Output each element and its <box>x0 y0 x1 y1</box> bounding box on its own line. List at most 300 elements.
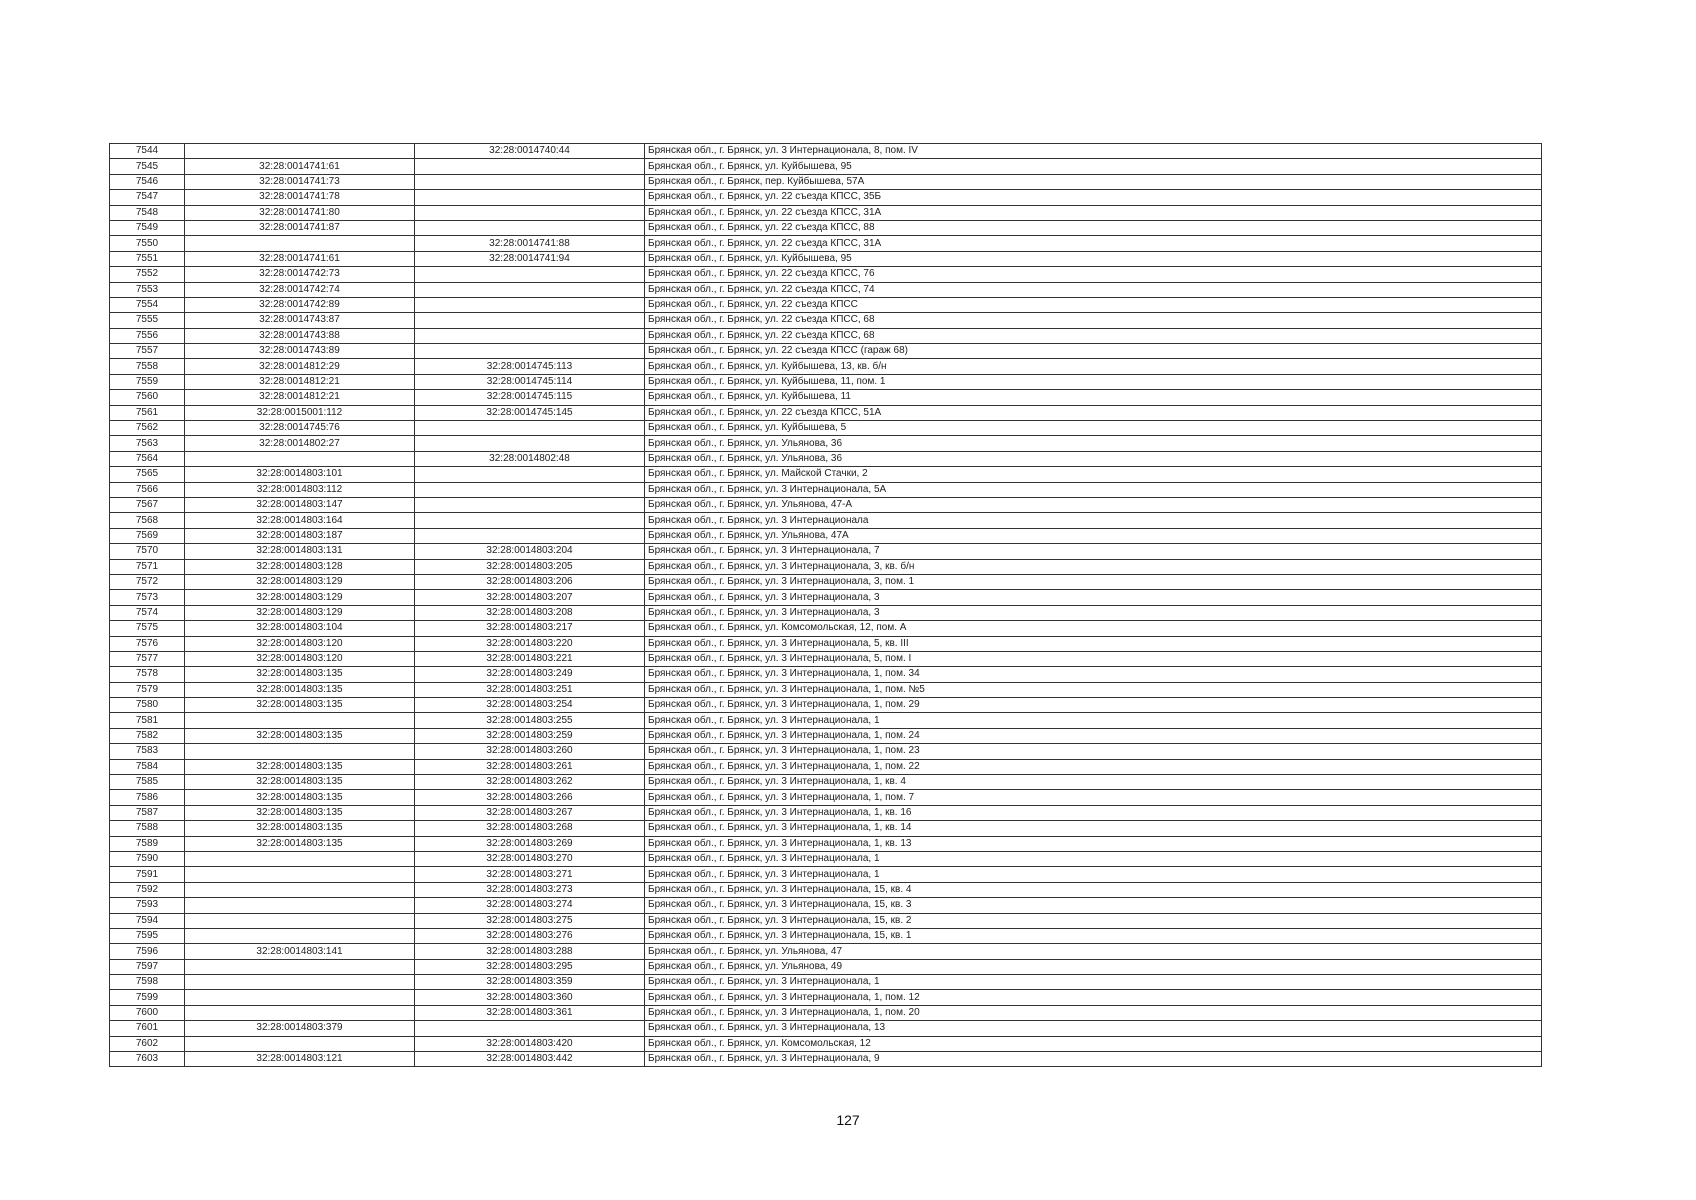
row-number-cell: 7564 <box>110 451 185 466</box>
object-cadastral-number-cell <box>415 313 645 328</box>
row-number-cell: 7595 <box>110 928 185 943</box>
address-cell: Брянская обл., г. Брянск, ул. Куйбышева, 11, пом. 1 <box>645 374 1542 389</box>
cadastral-number-cell <box>185 851 415 866</box>
row-number-cell: 7574 <box>110 605 185 620</box>
object-cadastral-number-cell: 32:28:0014803:262 <box>415 775 645 790</box>
cadastral-number-cell: 32:28:0014803:120 <box>185 651 415 666</box>
table-row <box>110 220 1542 235</box>
object-cadastral-number-cell: 32:28:0014741:88 <box>415 236 645 251</box>
address-cell: Брянская обл., г. Брянск, ул. 22 съезда КПСС, 31А <box>645 205 1542 220</box>
table-row <box>110 928 1542 943</box>
table-row <box>110 559 1542 574</box>
address-cell: Брянская обл., г. Брянск, ул. 3 Интернационала, 1, пом. 22 <box>645 759 1542 774</box>
address-cell: Брянская обл., г. Брянск, ул. 3 Интернационала, 5, пом. I <box>645 651 1542 666</box>
cadastral-number-cell: 32:28:0014803:135 <box>185 667 415 682</box>
address-cell: Брянская обл., г. Брянск, ул. Ульянова, 47 <box>645 944 1542 959</box>
cadastral-number-cell: 32:28:0014803:131 <box>185 544 415 559</box>
object-cadastral-number-cell: 32:28:0014803:204 <box>415 544 645 559</box>
cadastral-number-cell: 32:28:0014803:104 <box>185 621 415 636</box>
object-cadastral-number-cell: 32:28:0014803:208 <box>415 605 645 620</box>
cadastral-number-cell <box>185 913 415 928</box>
table-row <box>110 698 1542 713</box>
cadastral-number-cell: 32:28:0015001:112 <box>185 405 415 420</box>
row-number-cell: 7592 <box>110 882 185 897</box>
object-cadastral-number-cell: 32:28:0014803:260 <box>415 744 645 759</box>
table-row <box>110 421 1542 436</box>
table-row <box>110 297 1542 312</box>
cadastral-number-cell: 32:28:0014741:61 <box>185 251 415 266</box>
address-cell: Брянская обл., г. Брянск, ул. Куйбышева, 95 <box>645 251 1542 266</box>
address-cell: Брянская обл., г. Брянск, ул. Куйбышева, 11 <box>645 390 1542 405</box>
row-number-cell: 7568 <box>110 513 185 528</box>
row-number-cell: 7573 <box>110 590 185 605</box>
table-row <box>110 374 1542 389</box>
object-cadastral-number-cell: 32:28:0014803:442 <box>415 1052 645 1067</box>
row-number-cell: 7575 <box>110 621 185 636</box>
cadastral-number-cell <box>185 713 415 728</box>
object-cadastral-number-cell: 32:28:0014803:254 <box>415 698 645 713</box>
cadastral-number-cell <box>185 882 415 897</box>
cadastral-number-cell: 32:28:0014803:147 <box>185 497 415 512</box>
cadastral-number-cell: 32:28:0014743:88 <box>185 328 415 343</box>
address-cell: Брянская обл., г. Брянск, ул. Куйбышева, 95 <box>645 159 1542 174</box>
cadastral-number-cell: 32:28:0014803:135 <box>185 682 415 697</box>
cadastral-number-cell: 32:28:0014803:101 <box>185 467 415 482</box>
address-cell: Брянская обл., г. Брянск, ул. 3 Интернационала, 1, пом. 20 <box>645 1005 1542 1020</box>
registry-table-body <box>110 144 1542 1067</box>
row-number-cell: 7569 <box>110 528 185 543</box>
object-cadastral-number-cell: 32:28:0014803:271 <box>415 867 645 882</box>
table-row <box>110 805 1542 820</box>
row-number-cell: 7556 <box>110 328 185 343</box>
address-cell: Брянская обл., г. Брянск, ул. 3 Интернационала, 1 <box>645 867 1542 882</box>
table-row <box>110 544 1542 559</box>
object-cadastral-number-cell <box>415 482 645 497</box>
table-row <box>110 1005 1542 1020</box>
row-number-cell: 7583 <box>110 744 185 759</box>
cadastral-number-cell <box>185 959 415 974</box>
address-cell: Брянская обл., г. Брянск, ул. 22 съезда КПСС, 51А <box>645 405 1542 420</box>
cadastral-number-cell: 32:28:0014743:89 <box>185 344 415 359</box>
object-cadastral-number-cell <box>415 467 645 482</box>
cadastral-number-cell: 32:28:0014803:120 <box>185 636 415 651</box>
address-cell: Брянская обл., г. Брянск, ул. 3 Интернационала, 3, пом. 1 <box>645 574 1542 589</box>
address-cell: Брянская обл., г. Брянск, ул. 3 Интернационала, 3 <box>645 605 1542 620</box>
address-cell: Брянская обл., г. Брянск, ул. Комсомольская, 12, пом. А <box>645 621 1542 636</box>
object-cadastral-number-cell: 32:28:0014803:295 <box>415 959 645 974</box>
address-cell: Брянская обл., г. Брянск, ул. 22 съезда КПСС, 68 <box>645 313 1542 328</box>
registry-table <box>109 143 1542 1067</box>
cadastral-number-cell <box>185 990 415 1005</box>
table-row <box>110 990 1542 1005</box>
table-row <box>110 605 1542 620</box>
table-row <box>110 451 1542 466</box>
row-number-cell: 7560 <box>110 390 185 405</box>
row-number-cell: 7603 <box>110 1052 185 1067</box>
cadastral-number-cell: 32:28:0014803:135 <box>185 821 415 836</box>
table-row <box>110 621 1542 636</box>
object-cadastral-number-cell: 32:28:0014745:113 <box>415 359 645 374</box>
row-number-cell: 7593 <box>110 898 185 913</box>
table-row <box>110 590 1542 605</box>
row-number-cell: 7559 <box>110 374 185 389</box>
cadastral-number-cell: 32:28:0014803:129 <box>185 590 415 605</box>
table-row <box>110 190 1542 205</box>
page-number: 127 <box>836 1112 860 1128</box>
table-row <box>110 574 1542 589</box>
row-number-cell: 7553 <box>110 282 185 297</box>
object-cadastral-number-cell: 32:28:0014803:259 <box>415 728 645 743</box>
cadastral-number-cell: 32:28:0014743:87 <box>185 313 415 328</box>
address-cell: Брянская обл., г. Брянск, ул. 22 съезда КПСС, 74 <box>645 282 1542 297</box>
address-cell: Брянская обл., г. Брянск, ул. 3 Интернационала, 1, кв. 13 <box>645 836 1542 851</box>
cadastral-number-cell: 32:28:0014741:73 <box>185 174 415 189</box>
table-row <box>110 236 1542 251</box>
object-cadastral-number-cell <box>415 513 645 528</box>
table-row <box>110 636 1542 651</box>
cadastral-number-cell <box>185 744 415 759</box>
row-number-cell: 7578 <box>110 667 185 682</box>
row-number-cell: 7579 <box>110 682 185 697</box>
address-cell: Брянская обл., г. Брянск, ул. 3 Интернационала, 15, кв. 4 <box>645 882 1542 897</box>
object-cadastral-number-cell <box>415 190 645 205</box>
object-cadastral-number-cell <box>415 497 645 512</box>
address-cell: Брянская обл., г. Брянск, ул. Ульянова, 47А <box>645 528 1542 543</box>
address-cell: Брянская обл., г. Брянск, ул. 3 Интернационала, 7 <box>645 544 1542 559</box>
cadastral-number-cell <box>185 867 415 882</box>
address-cell: Брянская обл., г. Брянск, ул. 3 Интернационала, 1, пом. 23 <box>645 744 1542 759</box>
object-cadastral-number-cell: 32:28:0014803:274 <box>415 898 645 913</box>
row-number-cell: 7594 <box>110 913 185 928</box>
table-row <box>110 667 1542 682</box>
row-number-cell: 7548 <box>110 205 185 220</box>
object-cadastral-number-cell <box>415 344 645 359</box>
object-cadastral-number-cell <box>415 174 645 189</box>
row-number-cell: 7598 <box>110 975 185 990</box>
row-number-cell: 7601 <box>110 1021 185 1036</box>
table-row <box>110 359 1542 374</box>
object-cadastral-number-cell <box>415 528 645 543</box>
table-row <box>110 513 1542 528</box>
table-row <box>110 282 1542 297</box>
object-cadastral-number-cell: 32:28:0014803:288 <box>415 944 645 959</box>
row-number-cell: 7576 <box>110 636 185 651</box>
table-row <box>110 759 1542 774</box>
row-number-cell: 7545 <box>110 159 185 174</box>
cadastral-number-cell: 32:28:0014741:78 <box>185 190 415 205</box>
row-number-cell: 7572 <box>110 574 185 589</box>
row-number-cell: 7587 <box>110 805 185 820</box>
row-number-cell: 7549 <box>110 220 185 235</box>
object-cadastral-number-cell <box>415 205 645 220</box>
address-cell: Брянская обл., г. Брянск, ул. 22 съезда КПСС, 68 <box>645 328 1542 343</box>
cadastral-number-cell: 32:28:0014803:379 <box>185 1021 415 1036</box>
address-cell: Брянская обл., г. Брянск, ул. Ульянова, 47-А <box>645 497 1542 512</box>
address-cell: Брянская обл., г. Брянск, ул. 3 Интернационала, 1, пом. 12 <box>645 990 1542 1005</box>
table-row <box>110 1036 1542 1051</box>
cadastral-number-cell: 32:28:0014802:27 <box>185 436 415 451</box>
table-row <box>110 205 1542 220</box>
object-cadastral-number-cell <box>415 1021 645 1036</box>
table-row <box>110 944 1542 959</box>
address-cell: Брянская обл., г. Брянск, ул. 22 съезда КПСС, 76 <box>645 267 1542 282</box>
cadastral-number-cell: 32:28:0014803:112 <box>185 482 415 497</box>
table-row <box>110 851 1542 866</box>
table-row <box>110 174 1542 189</box>
cadastral-number-cell <box>185 1036 415 1051</box>
row-number-cell: 7567 <box>110 497 185 512</box>
cadastral-number-cell: 32:28:0014812:21 <box>185 390 415 405</box>
object-cadastral-number-cell <box>415 159 645 174</box>
object-cadastral-number-cell: 32:28:0014803:361 <box>415 1005 645 1020</box>
object-cadastral-number-cell: 32:28:0014803:275 <box>415 913 645 928</box>
table-row <box>110 898 1542 913</box>
cadastral-number-cell: 32:28:0014741:87 <box>185 220 415 235</box>
table-row <box>110 144 1542 159</box>
object-cadastral-number-cell <box>415 328 645 343</box>
cadastral-number-cell: 32:28:0014803:187 <box>185 528 415 543</box>
cadastral-number-cell: 32:28:0014742:89 <box>185 297 415 312</box>
address-cell: Брянская обл., г. Брянск, ул. Ульянова, 36 <box>645 451 1542 466</box>
object-cadastral-number-cell: 32:28:0014745:115 <box>415 390 645 405</box>
row-number-cell: 7585 <box>110 775 185 790</box>
object-cadastral-number-cell: 32:28:0014803:206 <box>415 574 645 589</box>
row-number-cell: 7588 <box>110 821 185 836</box>
object-cadastral-number-cell <box>415 267 645 282</box>
object-cadastral-number-cell: 32:28:0014803:249 <box>415 667 645 682</box>
table-row <box>110 836 1542 851</box>
address-cell: Брянская обл., г. Брянск, пер. Куйбышева, 57А <box>645 174 1542 189</box>
object-cadastral-number-cell: 32:28:0014803:266 <box>415 790 645 805</box>
row-number-cell: 7566 <box>110 482 185 497</box>
address-cell: Брянская обл., г. Брянск, ул. 3 Интернационала, 13 <box>645 1021 1542 1036</box>
row-number-cell: 7561 <box>110 405 185 420</box>
table-row <box>110 159 1542 174</box>
object-cadastral-number-cell: 32:28:0014803:268 <box>415 821 645 836</box>
row-number-cell: 7557 <box>110 344 185 359</box>
table-row <box>110 1021 1542 1036</box>
address-cell: Брянская обл., г. Брянск, ул. 22 съезда КПСС, 88 <box>645 220 1542 235</box>
row-number-cell: 7586 <box>110 790 185 805</box>
row-number-cell: 7597 <box>110 959 185 974</box>
object-cadastral-number-cell: 32:28:0014803:273 <box>415 882 645 897</box>
row-number-cell: 7554 <box>110 297 185 312</box>
cadastral-number-cell <box>185 898 415 913</box>
table-row <box>110 328 1542 343</box>
table-row <box>110 867 1542 882</box>
table-row <box>110 790 1542 805</box>
table-row <box>110 497 1542 512</box>
cadastral-number-cell: 32:28:0014803:164 <box>185 513 415 528</box>
table-row <box>110 390 1542 405</box>
object-cadastral-number-cell <box>415 421 645 436</box>
cadastral-number-cell: 32:28:0014803:129 <box>185 574 415 589</box>
cadastral-number-cell: 32:28:0014742:73 <box>185 267 415 282</box>
object-cadastral-number-cell: 32:28:0014803:359 <box>415 975 645 990</box>
object-cadastral-number-cell: 32:28:0014803:270 <box>415 851 645 866</box>
table-row <box>110 482 1542 497</box>
table-row <box>110 344 1542 359</box>
table-row <box>110 1052 1542 1067</box>
address-cell: Брянская обл., г. Брянск, ул. 3 Интернационала, 5, кв. III <box>645 636 1542 651</box>
row-number-cell: 7563 <box>110 436 185 451</box>
row-number-cell: 7562 <box>110 421 185 436</box>
table-row <box>110 775 1542 790</box>
cadastral-number-cell: 32:28:0014803:128 <box>185 559 415 574</box>
table-row <box>110 744 1542 759</box>
row-number-cell: 7581 <box>110 713 185 728</box>
cadastral-number-cell: 32:28:0014803:135 <box>185 728 415 743</box>
table-row <box>110 251 1542 266</box>
cadastral-number-cell: 32:28:0014803:129 <box>185 605 415 620</box>
cadastral-number-cell: 32:28:0014803:135 <box>185 790 415 805</box>
row-number-cell: 7600 <box>110 1005 185 1020</box>
cadastral-number-cell <box>185 1005 415 1020</box>
table-row <box>110 975 1542 990</box>
object-cadastral-number-cell: 32:28:0014803:420 <box>415 1036 645 1051</box>
address-cell: Брянская обл., г. Брянск, ул. 3 Интернационала, 3, кв. б/н <box>645 559 1542 574</box>
cadastral-number-cell: 32:28:0014742:74 <box>185 282 415 297</box>
address-cell: Брянская обл., г. Брянск, ул. 3 Интернационала, 1 <box>645 975 1542 990</box>
cadastral-number-cell <box>185 975 415 990</box>
address-cell: Брянская обл., г. Брянск, ул. 22 съезда КПСС, 31А <box>645 236 1542 251</box>
object-cadastral-number-cell: 32:28:0014745:114 <box>415 374 645 389</box>
row-number-cell: 7602 <box>110 1036 185 1051</box>
object-cadastral-number-cell: 32:28:0014803:267 <box>415 805 645 820</box>
row-number-cell: 7571 <box>110 559 185 574</box>
cadastral-number-cell <box>185 144 415 159</box>
object-cadastral-number-cell <box>415 436 645 451</box>
row-number-cell: 7551 <box>110 251 185 266</box>
row-number-cell: 7582 <box>110 728 185 743</box>
address-cell: Брянская обл., г. Брянск, ул. 3 Интернационала, 1, кв. 4 <box>645 775 1542 790</box>
row-number-cell: 7596 <box>110 944 185 959</box>
object-cadastral-number-cell: 32:28:0014803:269 <box>415 836 645 851</box>
address-cell: Брянская обл., г. Брянск, ул. 3 Интернационала, 1, пом. 7 <box>645 790 1542 805</box>
address-cell: Брянская обл., г. Брянск, ул. Куйбышева, 5 <box>645 421 1542 436</box>
row-number-cell: 7570 <box>110 544 185 559</box>
cadastral-number-cell: 32:28:0014812:21 <box>185 374 415 389</box>
table-row <box>110 913 1542 928</box>
row-number-cell: 7599 <box>110 990 185 1005</box>
object-cadastral-number-cell: 32:28:0014803:276 <box>415 928 645 943</box>
row-number-cell: 7544 <box>110 144 185 159</box>
object-cadastral-number-cell: 32:28:0014803:205 <box>415 559 645 574</box>
object-cadastral-number-cell: 32:28:0014803:220 <box>415 636 645 651</box>
table-row <box>110 821 1542 836</box>
object-cadastral-number-cell <box>415 282 645 297</box>
row-number-cell: 7550 <box>110 236 185 251</box>
address-cell: Брянская обл., г. Брянск, ул. 22 съезда КПСС (гараж 68) <box>645 344 1542 359</box>
table-row <box>110 882 1542 897</box>
address-cell: Брянская обл., г. Брянск, ул. 3 Интернационала, 8, пом. IV <box>645 144 1542 159</box>
row-number-cell: 7546 <box>110 174 185 189</box>
row-number-cell: 7565 <box>110 467 185 482</box>
row-number-cell: 7552 <box>110 267 185 282</box>
address-cell: Брянская обл., г. Брянск, ул. 3 Интернационала <box>645 513 1542 528</box>
object-cadastral-number-cell: 32:28:0014741:94 <box>415 251 645 266</box>
object-cadastral-number-cell: 32:28:0014740:44 <box>415 144 645 159</box>
address-cell: Брянская обл., г. Брянск, ул. 3 Интернационала, 15, кв. 1 <box>645 928 1542 943</box>
cadastral-number-cell <box>185 236 415 251</box>
address-cell: Брянская обл., г. Брянск, ул. 3 Интернационала, 1 <box>645 851 1542 866</box>
cadastral-number-cell: 32:28:0014745:76 <box>185 421 415 436</box>
cadastral-number-cell: 32:28:0014741:80 <box>185 205 415 220</box>
cadastral-number-cell <box>185 928 415 943</box>
object-cadastral-number-cell: 32:28:0014803:207 <box>415 590 645 605</box>
address-cell: Брянская обл., г. Брянск, ул. 3 Интернационала, 1, пом. №5 <box>645 682 1542 697</box>
object-cadastral-number-cell: 32:28:0014803:217 <box>415 621 645 636</box>
row-number-cell: 7547 <box>110 190 185 205</box>
row-number-cell: 7580 <box>110 698 185 713</box>
table-row <box>110 267 1542 282</box>
cadastral-number-cell: 32:28:0014803:121 <box>185 1052 415 1067</box>
row-number-cell: 7577 <box>110 651 185 666</box>
table-row <box>110 313 1542 328</box>
address-cell: Брянская обл., г. Брянск, ул. 22 съезда КПСС, 35Б <box>645 190 1542 205</box>
table-row <box>110 728 1542 743</box>
cadastral-number-cell: 32:28:0014741:61 <box>185 159 415 174</box>
cadastral-number-cell: 32:28:0014803:135 <box>185 836 415 851</box>
object-cadastral-number-cell <box>415 297 645 312</box>
row-number-cell: 7584 <box>110 759 185 774</box>
cadastral-number-cell: 32:28:0014803:135 <box>185 759 415 774</box>
cadastral-number-cell: 32:28:0014803:141 <box>185 944 415 959</box>
address-cell: Брянская обл., г. Брянск, ул. Майской Стачки, 2 <box>645 467 1542 482</box>
table-row <box>110 651 1542 666</box>
address-cell: Брянская обл., г. Брянск, ул. Ульянова, 49 <box>645 959 1542 974</box>
row-number-cell: 7591 <box>110 867 185 882</box>
address-cell: Брянская обл., г. Брянск, ул. 3 Интернационала, 3 <box>645 590 1542 605</box>
table-row <box>110 467 1542 482</box>
row-number-cell: 7555 <box>110 313 185 328</box>
object-cadastral-number-cell: 32:28:0014803:221 <box>415 651 645 666</box>
address-cell: Брянская обл., г. Брянск, ул. 3 Интернационала, 9 <box>645 1052 1542 1067</box>
cadastral-number-cell: 32:28:0014803:135 <box>185 775 415 790</box>
address-cell: Брянская обл., г. Брянск, ул. 3 Интернационала, 5А <box>645 482 1542 497</box>
object-cadastral-number-cell: 32:28:0014803:261 <box>415 759 645 774</box>
object-cadastral-number-cell: 32:28:0014803:360 <box>415 990 645 1005</box>
object-cadastral-number-cell: 32:28:0014745:145 <box>415 405 645 420</box>
address-cell: Брянская обл., г. Брянск, ул. 3 Интернационала, 1, кв. 14 <box>645 821 1542 836</box>
cadastral-number-cell <box>185 451 415 466</box>
row-number-cell: 7558 <box>110 359 185 374</box>
object-cadastral-number-cell <box>415 220 645 235</box>
address-cell: Брянская обл., г. Брянск, ул. Ульянова, 36 <box>645 436 1542 451</box>
address-cell: Брянская обл., г. Брянск, ул. Комсомольская, 12 <box>645 1036 1542 1051</box>
row-number-cell: 7590 <box>110 851 185 866</box>
table-row <box>110 405 1542 420</box>
table-row <box>110 682 1542 697</box>
address-cell: Брянская обл., г. Брянск, ул. 3 Интернационала, 15, кв. 3 <box>645 898 1542 913</box>
table-row <box>110 436 1542 451</box>
table-row <box>110 959 1542 974</box>
object-cadastral-number-cell: 32:28:0014803:251 <box>415 682 645 697</box>
address-cell: Брянская обл., г. Брянск, ул. 3 Интернационала, 1, кв. 16 <box>645 805 1542 820</box>
address-cell: Брянская обл., г. Брянск, ул. Куйбышева, 13, кв. б/н <box>645 359 1542 374</box>
cadastral-number-cell: 32:28:0014803:135 <box>185 698 415 713</box>
address-cell: Брянская обл., г. Брянск, ул. 3 Интернационала, 1, пом. 24 <box>645 728 1542 743</box>
address-cell: Брянская обл., г. Брянск, ул. 3 Интернационала, 1, пом. 34 <box>645 667 1542 682</box>
table-row <box>110 713 1542 728</box>
address-cell: Брянская обл., г. Брянск, ул. 3 Интернационала, 1 <box>645 713 1542 728</box>
row-number-cell: 7589 <box>110 836 185 851</box>
table-row <box>110 528 1542 543</box>
cadastral-number-cell: 32:28:0014812:29 <box>185 359 415 374</box>
address-cell: Брянская обл., г. Брянск, ул. 3 Интернационала, 1, пом. 29 <box>645 698 1542 713</box>
object-cadastral-number-cell: 32:28:0014803:255 <box>415 713 645 728</box>
address-cell: Брянская обл., г. Брянск, ул. 22 съезда КПСС <box>645 297 1542 312</box>
